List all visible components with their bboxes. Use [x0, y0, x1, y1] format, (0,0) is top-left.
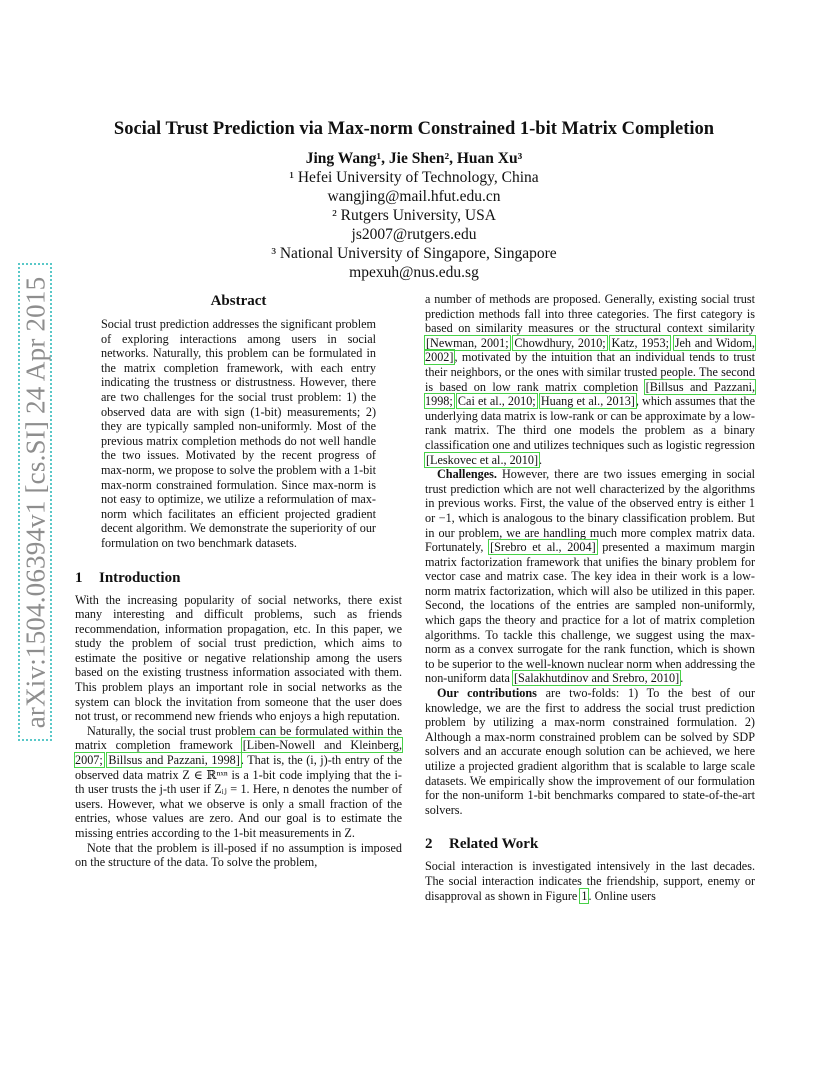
citation-link[interactable]: [Liben-Nowell and Kleinberg, 2007;	[75, 738, 402, 768]
citation-link[interactable]: [Srebro et al., 2004]	[490, 540, 596, 555]
paragraph-text: are two-folds: 1) To the best of our knowledge, we are the first to address the social trust prediction problem by utilizing a max-norm constrained formulation. 2) Although a max-norm constrained problem can be solved by SDP solvers and an accurate enough solution can be achieved, we here utilize a projected gradient algorithm that is scalable to large scale datasets. We empirically show the improvement of our formulation for the non-uniform 1-bit benchmarks compared to state-of-the-art solvers.	[425, 686, 755, 817]
paragraph-text: . That is, the (i, j)-th entry of the observed data matrix Z ∈ ℝⁿˣⁿ is a 1-bit code implying that the i-th user trusts the j-th user if Zᵢⱼ = 1. Here, n denotes the number of users. However, what we observe is only a small fraction of the entries, whose values are zero. And our goal is to estimate the missing entries according to the 1-bit measurements in Z.	[75, 753, 403, 840]
author-block	[0, 149, 828, 282]
section-number: 1	[75, 569, 83, 586]
paragraph-text: . Online users	[588, 888, 656, 903]
citation-link[interactable]: Jeh and Widom, 2002]	[425, 335, 755, 365]
paragraph-text: .	[680, 671, 684, 686]
paragraph-text: presented a maximum margin matrix factorization framework that unifies the binary problem for vector case and matrix case. The key idea in their work is a low-norm matrix factorization, which will also be utilized in this paper. Second, the locations of the entries are sampled non-uniformly, which gaps the theory and practice for a lot of matrix completion algorithms. To tackle this challenge, we suggest using the max-norm as a convex surrogate for the rank function, which is shown to be superior to the well-known nuclear norm when addressing the non-uniform data	[425, 540, 756, 686]
author-email: js2007@rutgers.edu	[351, 226, 477, 243]
author-email: mpexuh@nus.edu.sg	[349, 264, 479, 281]
citation-link[interactable]: [Newman, 2001;	[426, 335, 509, 350]
citation-link[interactable]: Cai et al., 2010;	[457, 394, 536, 409]
arxiv-stamp-text: arXiv:1504.06394v1 [cs.SI] 24 Apr 2015	[20, 276, 51, 729]
paragraph-text: Naturally, the social trust problem can be formulated within the matrix completion framework	[75, 723, 402, 753]
paragraph-text: a number of methods are proposed. Generally, existing social trust prediction methods fall into three categories. The first category is based on similarity measures or the structural context similarity	[425, 292, 755, 336]
citation-link[interactable]: [Salakhutdinov and Srebro, 2010]	[514, 671, 680, 686]
citation-link[interactable]: [Leskovec et al., 2010]	[426, 452, 539, 467]
abstract-text: Social trust prediction addresses the significant problem of exploring interactions among users in social networks. Naturally, this problem can be formulated in the matrix completion framework, with each entry indicating the trustness or distrustness. However, there are two challenges for the social trust problem: 1) the observed data are with sign (1-bit) measurements; 2) they are typically sampled non-uniformly. Most of the previous matrix completion methods do not well handle the two issues. Motivated by the recent progress of max-norm, we propose to solve the problem with a 1-bit max-norm constrained formulation. Since max-norm is not easy to optimize, we utilize a reformulation of max-norm which facilitates an efficient projected gradient decent algorithm. We demonstrate the superiority of our formulation on two benchmark datasets.	[101, 317, 376, 550]
challenges-label: Challenges.	[437, 467, 497, 482]
citation-link[interactable]: [Billsus and Pazzani, 1998;	[425, 379, 755, 409]
figure-reference-link[interactable]: 1	[581, 888, 588, 903]
section-title: Introduction	[99, 569, 181, 586]
intro-paragraph-1: With the increasing popularity of social networks, there exist many interesting and difficult problems, such as friends recommendation, information propagation, etc. In this paper, we study the problem of social trust prediction, which aims to estimate the positive or negative relationship among the users based on the existing trustness information associated with them. This problem plays an important role in social networks as the system can block the invitation from someone that the user does not trust, or recommend new friends who enjoys a high reputation.	[75, 592, 402, 724]
affiliation-line: ³ National University of Singapore, Singapore	[271, 245, 557, 262]
arxiv-stamp[interactable]	[18, 265, 54, 740]
right-paragraph-1	[425, 292, 755, 467]
paragraph-text: .	[539, 452, 543, 467]
contributions-paragraph	[425, 686, 755, 817]
citation-link[interactable]: Katz, 1953;	[611, 335, 669, 350]
paragraph-text: However, there are two issues emerging in social trust prediction which are not well characterized by the algorithms in previous works. First, the value of the observed entry is either 1 or −1, which is analogous to the binary classification problem. But in our problem, we are handling much more complex matrix data. Fortunately,	[425, 467, 755, 555]
section-heading-introduction	[75, 569, 402, 587]
section-number: 2	[425, 836, 433, 853]
challenges-paragraph	[425, 467, 755, 686]
affiliation-line: ¹ Hefei University of Technology, China	[289, 169, 539, 186]
paragraph-text: Social interaction is investigated intensively in the last decades. The social interaction indicates the friendship, support, enemy or disapproval as shown in Figure	[425, 859, 755, 903]
related-work-paragraph	[425, 859, 755, 903]
abstract-heading: Abstract	[210, 293, 267, 309]
citation-link[interactable]: Huang et al., 2013]	[540, 394, 635, 409]
paragraph-text: , which assumes that the underlying data matrix is low-rank or can be approximate by a low-rank matrix. The third one models the problem as a binary classification one and utilizes techniques such as logistic regression	[425, 394, 755, 452]
author-names: Jing Wang¹, Jie Shen², Huan Xu³	[305, 150, 523, 167]
paper-title: Social Trust Prediction via Max-norm Constrained 1-bit Matrix Completion	[113, 119, 715, 139]
paragraph-text: , motivated by the intuition that an individual tends to trust their neighbors, or the ones with similar trusted people. The second is based on low rank matrix completion	[425, 350, 755, 394]
section-heading-related-work	[425, 835, 755, 853]
citation-link[interactable]: Billsus and Pazzani, 1998]	[108, 753, 240, 768]
author-email: wangjing@mail.hfut.edu.cn	[327, 188, 501, 205]
intro-paragraph-3: Note that the problem is ill-posed if no assumption is imposed on the structure of the data. To solve the problem,	[75, 840, 402, 870]
affiliation-line: ² Rutgers University, USA	[332, 207, 496, 224]
contributions-label: Our contributions	[437, 686, 537, 701]
citation-link[interactable]: Chowdhury, 2010;	[514, 335, 606, 350]
section-title: Related Work	[449, 836, 539, 853]
right-column	[425, 292, 755, 903]
left-column	[75, 292, 402, 870]
intro-paragraph-2	[75, 724, 402, 841]
